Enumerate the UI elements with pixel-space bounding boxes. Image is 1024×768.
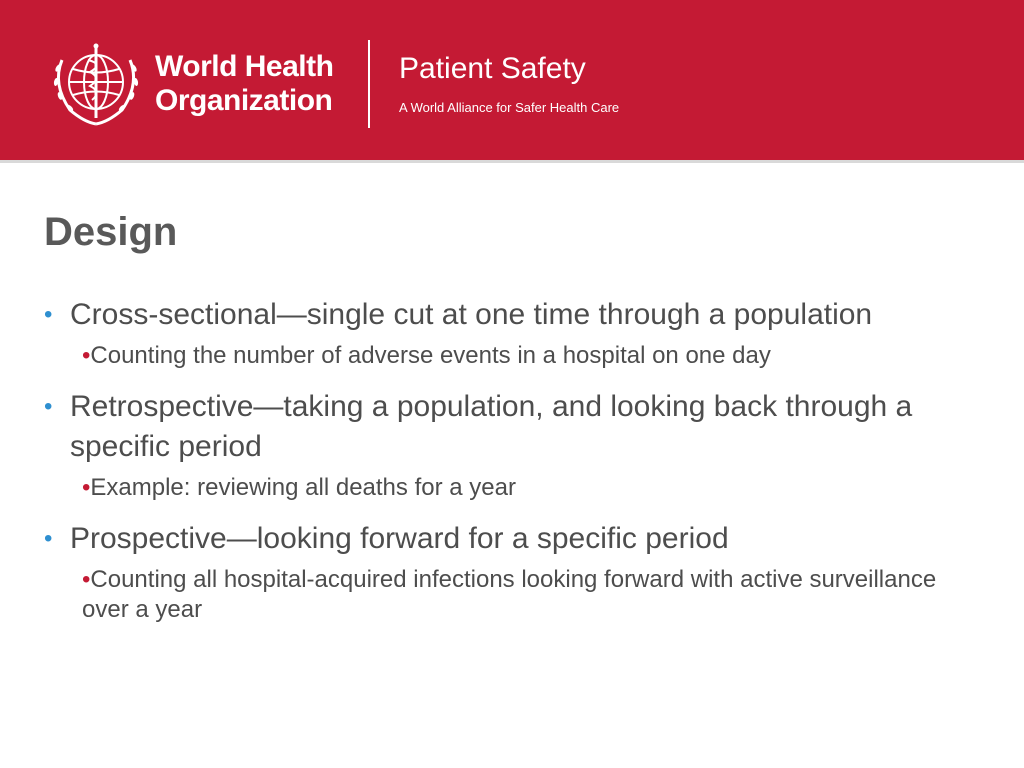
bullet-item-cross-sectional: [44, 295, 984, 335]
bullet-dot-icon: •: [44, 301, 53, 328]
slide-title: Design: [44, 210, 178, 254]
sub-bullet-text: Counting all hospital-acquired infections looking forward with active surveillance over a year: [82, 566, 937, 623]
sub-bullet-dot-icon: •: [82, 342, 91, 369]
bullet-text: Cross-sectional—single cut at one time through a population: [70, 298, 873, 331]
org-name: [155, 50, 333, 118]
sub-bullet-dot-icon: •: [82, 566, 91, 593]
org-name-line1: World Health: [155, 50, 334, 83]
who-emblem-icon: [44, 38, 148, 130]
bullet-text: Prospective—looking forward for a specific period: [70, 522, 729, 555]
bullet-dot-icon: •: [44, 525, 53, 552]
sub-bullet-item: [82, 565, 984, 625]
sub-bullet-text: Counting the number of adverse events in a hospital on one day: [90, 342, 771, 369]
org-name-line2: Organization: [155, 84, 333, 117]
bullet-item-retrospective: [44, 387, 984, 467]
sub-bullet-dot-icon: •: [82, 474, 91, 501]
program-subtitle: A World Alliance for Safer Health Care: [399, 100, 620, 115]
bullet-dot-icon: •: [44, 393, 53, 420]
bullet-text: Retrospective—taking a population, and looking back through a specific period: [70, 390, 913, 463]
program-title: Patient Safety: [399, 52, 586, 85]
header-banner: [0, 0, 1024, 160]
bullet-item-prospective: [44, 519, 984, 559]
sub-bullet-item: [82, 341, 984, 371]
sub-bullet-item: [82, 473, 984, 503]
header-divider: [368, 40, 370, 128]
header-rule: [0, 160, 1024, 163]
bullet-list: [44, 295, 984, 625]
sub-bullet-text: Example: reviewing all deaths for a year: [90, 474, 516, 501]
